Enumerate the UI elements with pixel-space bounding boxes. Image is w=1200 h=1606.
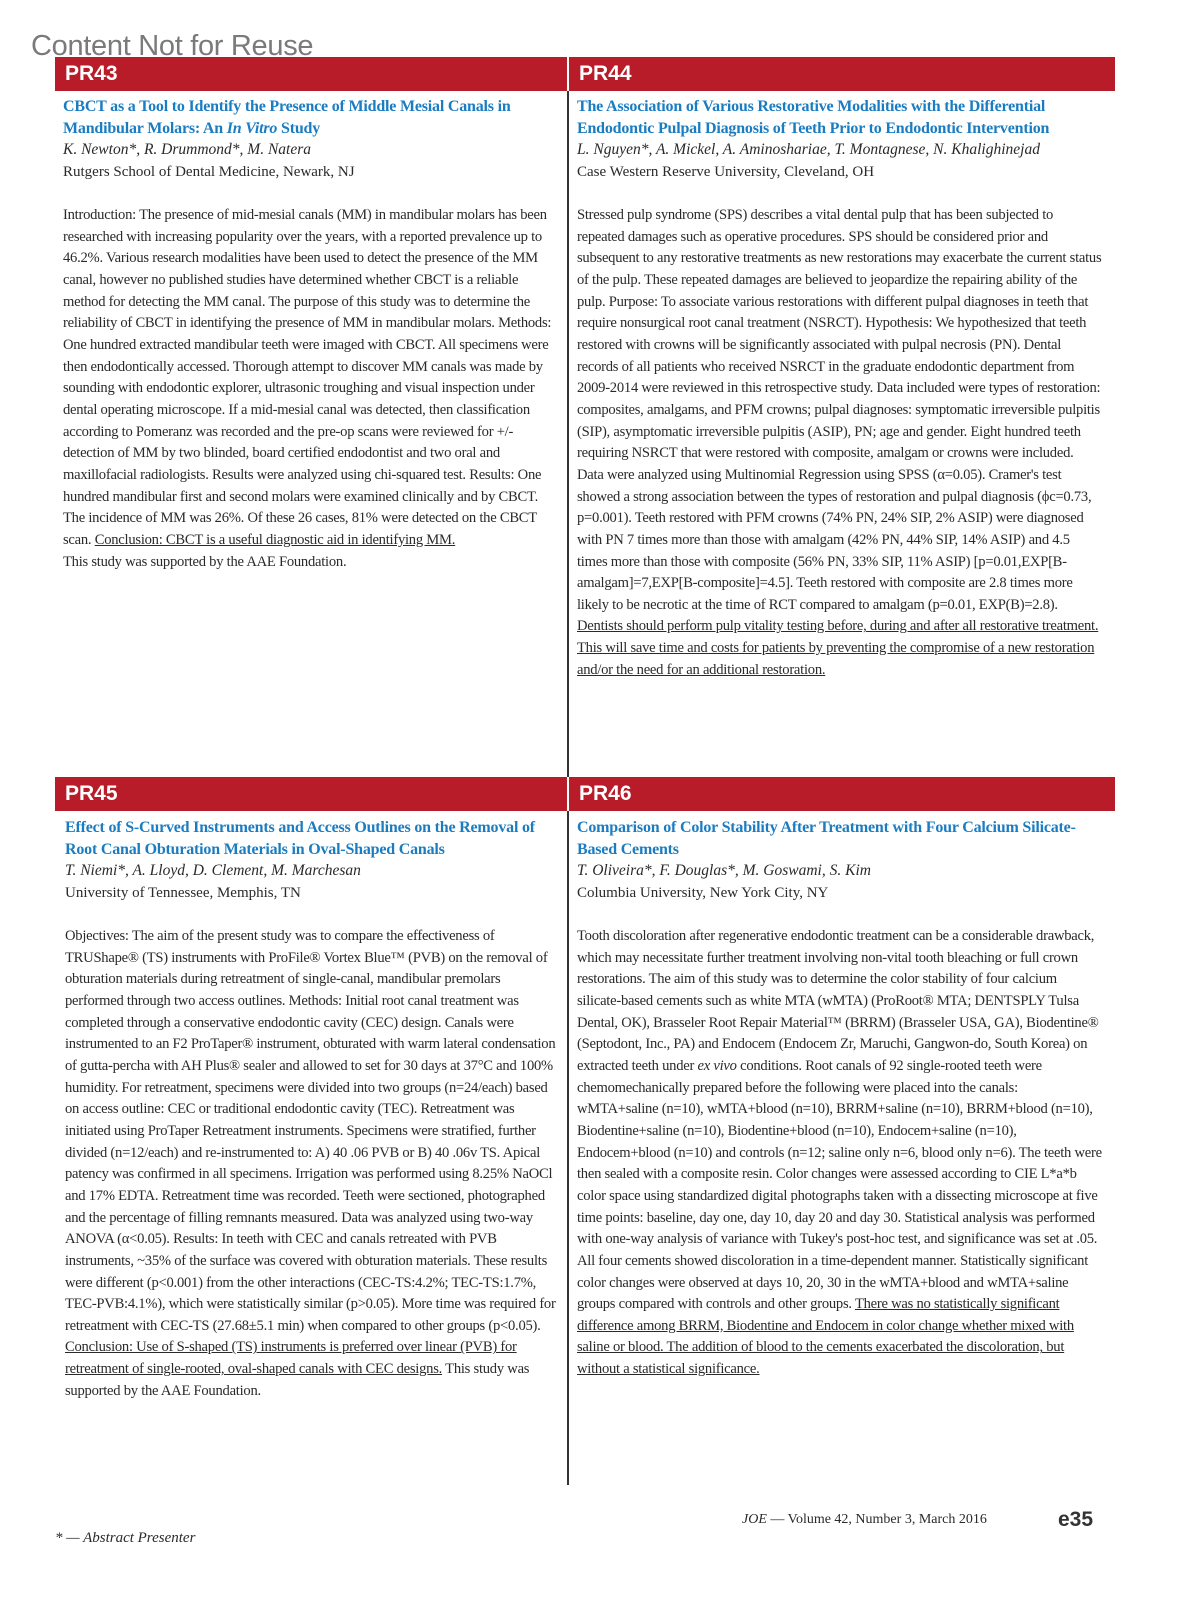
- abstract-affiliation: Columbia University, New York City, NY: [577, 885, 829, 901]
- abstract-title: The Association of Various Restorative Modalities with the Differential Endodontic Pulpal Diagnosis of Teeth Prior to Endodontic Intervention: [577, 98, 1050, 137]
- journal-citation: JOE — Volume 42, Number 3, March 2016: [742, 1512, 987, 1527]
- abstract-authors: T. Niemi*, A. Lloyd, D. Clement, M. Marchesan: [65, 862, 361, 879]
- abstract-id-bar: PR46: [569, 777, 1115, 811]
- abstract-authors: K. Newton*, R. Drummond*, M. Natera: [63, 141, 311, 158]
- abstract-body: Objectives: The aim of the present study was to compare the effectiveness of TRUShape® (TS) instruments with ProFile® Vortex Blue™ (PVB) on the removal of obturation materials during retreatment of single-canal, mandibular premolars performed through two access outlines. Methods: Initial root canal treatment was completed through a conservative endodontic cavity (CEC) design. Canals were instrumented to an F2 ProTaper® instrument, obturated with warm lateral condensation of gutta-percha with AH Plus® sealer and allowed to set for 30 days at 37°C and 100% humidity. For retreatment, specimens were divided into two groups (n=24/each) based on access outline: CEC or traditional endodontic cavity (TEC). Retreatment was initiated using ProTaper Retreatment instruments. Specimens were stratified, further divided (n=12/each) and re-instrumented to: A) 40 .06 PVB or B) 40 .06v TS. Apical patency was confirmed in all specimens. Irrigation was performed using 8.25% NaOCl and 17% EDTA. Retreatment time was recorded. Teeth were sectioned, photographed and the percentage of filling remnants measured. Data was analyzed using two-way ANOVA (α<0.05). Results: In teeth with CEC and canals retreated with PVB instruments, ~35% of the surface was covered with obturation materials. These results were different (p<0.001) from the other interactions (CEC-TS:4.2%; TEC-TS:1.7%, TEC-PVB:4.1%), which were statistically similar (p>0.05). More time was required for retreatment with CEC-TS (27.68±5.1 min) when compared to other groups (p<0.05). Conclusion: Use of S-shaped (TS) instruments is preferred over linear (PVB) for retreatment of single-rooted, oval-shaped canals with CEC designs. This study was supported by the AAE Foundation.: [65, 928, 556, 1399]
- abstract-pr43: [63, 96, 558, 573]
- abstract-title: CBCT as a Tool to Identify the Presence of Middle Mesial Canals in Mandibular Molars: An In Vitro Study: [63, 98, 511, 137]
- abstract-id-bar: PR45: [55, 777, 567, 811]
- abstract-affiliation: Case Western Reserve University, Cleveland, OH: [577, 164, 875, 180]
- abstract-body: Stressed pulp syndrome (SPS) describes a vital dental pulp that has been subjected to repeated damages such as operative procedures. SPS should be considered prior and subsequent to any restorative treatments as new restorations may exacerbate the current status of the pulp. These repeated damages are believed to jeopardize the repairing ability of the pulp. Purpose: To associate various restorations with different pulpal diagnoses in teeth that require nonsurgical root canal treatment (NSRCT). Hypothesis: We hypothesized that teeth restored with crowns will be significantly associated with pulpal necrosis (PN). Dental records of all patients who received NSRCT in the graduate endodontic department from 2009-2014 were reviewed in this retrospective study. Data included were types of restoration: composites, amalgams, and PFM crowns; pulpal diagnoses: symptomatic irreversible pulpitis (SIP), asymptomatic irreversible pulpitis (ASIP), PN; age and gender. Eight hundred teeth requiring NSRCT that were restored with composite, amalgam or crowns were included. Data were analyzed using Multinomial Regression using SPSS (α=0.05). Cramer's test showed a strong association between the types of restoration and pulpal diagnosis (ϕc=0.73, p=0.001). Teeth restored with PFM crowns (74% PN, 24% SIP, 2% ASIP) were diagnosed with PN 7 times more than those with amalgam (42% PN, 44% SIP, 14% ASIP) and 4.5 times more than those with composite (56% PN, 33% SIP, 11% ASIP) [p=0.01,EXP[B-amalgam]=7,EXP[B-composite]=4.5]. Teeth restored with composite are 2.8 times more likely to be necrotic at the time of RCT compared to amalgam (p=0.01, EXP(B)=2.8). Dentists should perform pulp vitality testing before, during and after all restorative treatment. This will save time and costs for patients by preventing the compromise of a new restoration and/or the need for an additional restoration.: [577, 207, 1102, 678]
- abstract-id-bar: PR44: [569, 57, 1115, 91]
- abstract-authors: T. Oliveira*, F. Douglas*, M. Goswami, S. Kim: [577, 862, 871, 879]
- abstract-body: Tooth discoloration after regenerative endodontic treatment can be a considerable drawback, which may necessitate further treatment involving non-vital tooth bleaching or full crown restorations. The aim of this study was to determine the color stability of four calcium silicate-based cements such as white MTA (wMTA) (ProRoot® MTA; DENTSPLY Tulsa Dental, OK), Brasseler Root Repair Material™ (BRRM) (Brasseler USA, GA), Biodentine® (Septodont, Inc., PA) and Endocem (Endocem Zr, Maruchi, Gangwon-do, South Korea) on extracted teeth under ex vivo conditions. Root canals of 92 single-rooted teeth were chemomechanically prepared before the following were placed into the canals: wMTA+saline (n=10), wMTA+blood (n=10), BRRM+saline (n=10), BRRM+blood (n=10), Biodentine+saline (n=10), Biodentine+blood (n=10), Endocem+saline (n=10), Endocem+blood (n=10) and controls (n=12; saline only n=6, blood only n=6). The teeth were then sealed with a composite resin. Color changes were assessed according to CIE L*a*b color space using standardized digital photographs taken with a dissecting microscope at five time points: baseline, day one, day 10, day 20 and day 30. Statistical analysis was performed with one-way analysis of variance with Tukey's post-hoc test, and significance was set at .05. All four cements showed discoloration in a time-dependent manner. Statistically significant color changes were observed at days 10, 20, 30 in the wMTA+blood and wMTA+saline groups compared with controls and other groups. There was no statistically significant difference among BRRM, Biodentine and Endocem in color change whether mixed with saline or blood. The addition of blood to the cements exacerbated the discoloration, but without a statistical significance.: [577, 928, 1102, 1378]
- abstract-title: Effect of S-Curved Instruments and Access Outlines on the Removal of Root Canal Obturation Materials in Oval-Shaped Canals: [65, 819, 535, 858]
- column-divider: [567, 91, 569, 777]
- presenter-note: * — Abstract Presenter: [55, 1530, 196, 1546]
- abstract-id-bar: PR43: [55, 57, 567, 91]
- abstract-pr46: [577, 817, 1102, 1381]
- watermark: Content Not for Reuse: [31, 30, 314, 62]
- abstract-authors: L. Nguyen*, A. Mickel, A. Aminoshariae, T. Montagnese, N. Khalighinejad: [577, 141, 1040, 158]
- column-divider: [567, 811, 569, 1485]
- abstract-affiliation: Rutgers School of Dental Medicine, Newark, NJ: [63, 164, 355, 180]
- page-number: e35: [1058, 1508, 1094, 1531]
- abstract-body: Introduction: The presence of mid-mesial canals (MM) in mandibular molars has been researched with increasing popularity over the years, with a reported prevalence up to 46.2%. Various research modalities have been used to detect the presence of the MM canal, however no published studies have determined whether CBCT is a reliable method for detecting the MM canal. The purpose of this study was to determine the reliability of CBCT in identifying the presence of MM in mandibular molars. Methods: One hundred extracted mandibular teeth were imaged with CBCT. All specimens were then endodontically accessed. Thorough attempt to discover MM canals was made by sounding with endodontic explorer, ultrasonic troughing and visual inspection under dental operating microscope. If a mid-mesial canal was detected, then classification according to Pomeranz was recorded and the pre-op scans were reviewed for +/- detection of MM by two blinded, board certified endodontist and two oral and maxillofacial radiologists. Results were analyzed using chi-squared test. Results: One hundred mandibular first and second molars were examined clinically and by CBCT. The incidence of MM was 26%. Of these 26 cases, 81% were detected on the CBCT scan. Conclusion: CBCT is a useful diagnostic aid in identifying MM. This study was supported by the AAE Foundation.: [63, 207, 552, 570]
- abstract-title: Comparison of Color Stability After Treatment with Four Calcium Silicate-Based Cements: [577, 819, 1076, 858]
- abstract-affiliation: University of Tennessee, Memphis, TN: [65, 885, 301, 901]
- abstract-pr45: [65, 817, 558, 1402]
- abstract-pr44: [577, 96, 1102, 681]
